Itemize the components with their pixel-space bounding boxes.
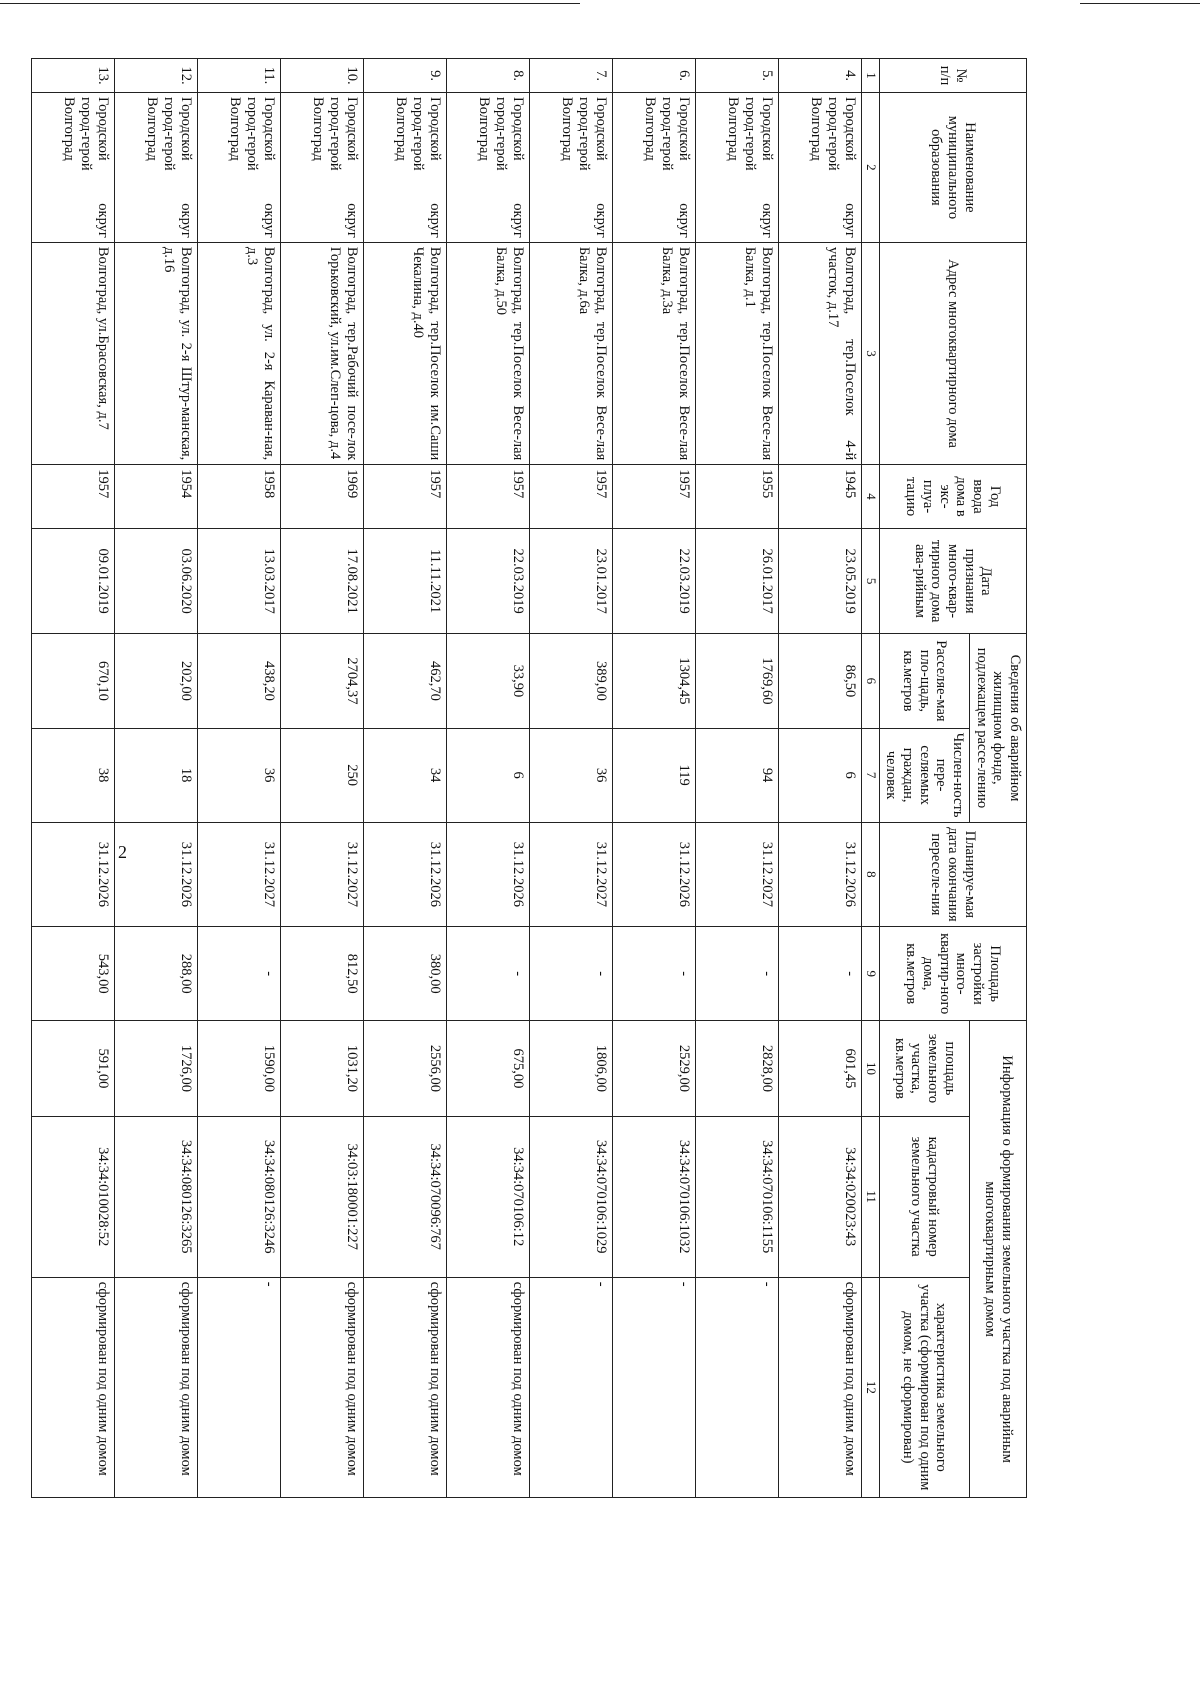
header-address: Адрес многоквартирного дома: [879, 242, 1026, 464]
column-number: 2: [861, 93, 879, 243]
resettle-people-cell: 6: [446, 728, 529, 822]
municipality-cell: Городской округ город-герой Волгоград: [695, 93, 778, 243]
row-number: 5.: [695, 59, 778, 93]
planned-date-cell: 31.12.2026: [114, 822, 197, 926]
resettle-area-cell: 202,00: [114, 634, 197, 728]
recognition-date-cell: 03.06.2020: [114, 528, 197, 634]
building-area-cell: -: [529, 927, 612, 1021]
land-characteristic-cell: -: [529, 1277, 612, 1497]
year-cell: 1958: [197, 465, 280, 529]
year-cell: 1954: [114, 465, 197, 529]
resettle-people-cell: 6: [778, 728, 861, 822]
land-characteristic-cell: сформирован под одним домом: [778, 1277, 861, 1497]
header-cadastral: кадастровый номер земельного участка: [879, 1116, 969, 1277]
year-cell: 1957: [363, 465, 446, 529]
land-area-cell: 1031,20: [280, 1021, 363, 1116]
header-land-char: характеристика земельного участка (сформирован под одним домом, не сформирован): [879, 1277, 969, 1497]
table-row: [114, 59, 197, 1498]
cadastral-number-cell: 34:34:070106:1032: [612, 1116, 695, 1277]
land-characteristic-cell: сформирован под одним домом: [114, 1277, 197, 1497]
table-row: [363, 59, 446, 1498]
land-area-cell: 1726,00: [114, 1021, 197, 1116]
land-area-cell: 1806,00: [529, 1021, 612, 1116]
planned-date-cell: 31.12.2027: [197, 822, 280, 926]
land-area-cell: 601,45: [778, 1021, 861, 1116]
planned-date-cell: 31.12.2027: [695, 822, 778, 926]
building-area-cell: -: [778, 927, 861, 1021]
row-number: 6.: [612, 59, 695, 93]
table-row: [695, 59, 778, 1498]
municipality-cell: Городской округ город-герой Волгоград: [280, 93, 363, 243]
address-cell: Волгоград, тер.Поселок Весе-лая Балка, д.3а: [612, 242, 695, 464]
year-cell: 1957: [446, 465, 529, 529]
building-area-cell: 380,00: [363, 927, 446, 1021]
resettle-area-cell: 438,20: [197, 634, 280, 728]
address-cell: Волгоград, тер.Поселок Весе-лая Балка, д.50: [446, 242, 529, 464]
recognition-date-cell: 23.01.2017: [529, 528, 612, 634]
column-number: 7: [861, 728, 879, 822]
header-resettle-people: Числен-ность пере-селяемых граждан, человек: [879, 728, 969, 822]
planned-date-cell: 31.12.2026: [778, 822, 861, 926]
resettle-people-cell: 36: [197, 728, 280, 822]
land-area-cell: 591,00: [31, 1021, 114, 1116]
land-area-cell: 2828,00: [695, 1021, 778, 1116]
planned-date-cell: 31.12.2027: [280, 822, 363, 926]
recognition-date-cell: 26.01.2017: [695, 528, 778, 634]
column-number: 5: [861, 528, 879, 634]
municipality-cell: Городской округ город-герой Волгоград: [446, 93, 529, 243]
resettle-area-cell: 2704,37: [280, 634, 363, 728]
building-area-cell: -: [197, 927, 280, 1021]
year-cell: 1945: [778, 465, 861, 529]
recognition-date-cell: 23.05.2019: [778, 528, 861, 634]
page-number: 2: [118, 842, 127, 862]
building-area-cell: 288,00: [114, 927, 197, 1021]
header-year: Год ввода дома в экс-плуа-тацию: [879, 465, 1026, 529]
land-characteristic-cell: сформирован под одним домом: [280, 1277, 363, 1497]
row-number: 9.: [363, 59, 446, 93]
header-building-area: Площадь застройки много-квартир-ного дома, кв.метров: [879, 927, 1026, 1021]
row-number: 12.: [114, 59, 197, 93]
cadastral-number-cell: 34:34:020023:43: [778, 1116, 861, 1277]
building-area-cell: 812,50: [280, 927, 363, 1021]
row-number: 4.: [778, 59, 861, 93]
cadastral-number-cell: 34:03:180001:227: [280, 1116, 363, 1277]
address-cell: Волгоград, ул. 2-я Караван-ная, д.3: [197, 242, 280, 464]
recognition-date-cell: 13.03.2017: [197, 528, 280, 634]
column-number-row: [861, 59, 879, 1498]
municipality-cell: Городской округ город-герой Волгоград: [363, 93, 446, 243]
year-cell: 1957: [529, 465, 612, 529]
column-number: 10: [861, 1021, 879, 1116]
table-row: [280, 59, 363, 1498]
land-characteristic-cell: сформирован под одним домом: [31, 1277, 114, 1497]
header-resettle-area: Расселяе-мая пло-щадь, кв.метров: [879, 634, 969, 728]
planned-date-cell: 31.12.2026: [612, 822, 695, 926]
municipality-cell: Городской округ город-герой Волгоград: [778, 93, 861, 243]
header-planned-date: Планируе-мая дата окончания переселе-ния: [879, 822, 1026, 926]
year-cell: 1957: [31, 465, 114, 529]
cadastral-number-cell: 34:34:080126:3246: [197, 1116, 280, 1277]
table-row: [778, 59, 861, 1498]
land-characteristic-cell: -: [695, 1277, 778, 1497]
header-land-area: площадь земельного участка, кв.метров: [879, 1021, 969, 1116]
address-cell: Волгоград, тер.Рабочий посе-лок Горьковский, ул.им.Слеп-цова, д.4: [280, 242, 363, 464]
emergency-housing-table: [31, 58, 1027, 1498]
resettle-people-cell: 250: [280, 728, 363, 822]
building-area-cell: 543,00: [31, 927, 114, 1021]
cadastral-number-cell: 34:34:080126:3265: [114, 1116, 197, 1277]
rotated-table-sheet: [61, 58, 1027, 1498]
address-cell: Волгоград, тер.Поселок Весе-лая Балка, д.6а: [529, 242, 612, 464]
recognition-date-cell: 22.03.2019: [446, 528, 529, 634]
address-cell: Волгоград, тер.Поселок 4-й участок, д.17: [778, 242, 861, 464]
address-cell: Волгоград, ул. 2-я Штур-манская, д.16: [114, 242, 197, 464]
row-number: 11.: [197, 59, 280, 93]
column-number: 1: [861, 59, 879, 93]
cadastral-number-cell: 34:34:070106:1155: [695, 1116, 778, 1277]
table-row: [31, 59, 114, 1498]
land-characteristic-cell: -: [197, 1277, 280, 1497]
resettle-people-cell: 34: [363, 728, 446, 822]
resettle-area-cell: 389,00: [529, 634, 612, 728]
building-area-cell: -: [446, 927, 529, 1021]
row-number: 8.: [446, 59, 529, 93]
recognition-date-cell: 22.03.2019: [612, 528, 695, 634]
resettle-people-cell: 18: [114, 728, 197, 822]
planned-date-cell: 31.12.2026: [446, 822, 529, 926]
municipality-cell: Городской округ город-герой Волгоград: [612, 93, 695, 243]
resettle-people-cell: 94: [695, 728, 778, 822]
row-number: 13.: [31, 59, 114, 93]
resettle-area-cell: 1304,45: [612, 634, 695, 728]
municipality-cell: Городской округ город-герой Волгоград: [197, 93, 280, 243]
cadastral-number-cell: 34:34:070096:767: [363, 1116, 446, 1277]
land-characteristic-cell: -: [612, 1277, 695, 1497]
land-area-cell: 2556,00: [363, 1021, 446, 1116]
column-number: 3: [861, 242, 879, 464]
municipality-cell: Городской округ город-герой Волгоград: [114, 93, 197, 243]
top-edge-line-right: [1080, 3, 1200, 4]
resettle-area-cell: 33,90: [446, 634, 529, 728]
address-cell: Волгоград, ул.Брасовская, д.7: [31, 242, 114, 464]
column-number: 8: [861, 822, 879, 926]
resettle-people-cell: 38: [31, 728, 114, 822]
table-row: [529, 59, 612, 1498]
resettle-people-cell: 36: [529, 728, 612, 822]
header-recognition-date: Дата признания много-квар-тирного дома ава-рийным: [879, 528, 1026, 634]
address-cell: Волгоград, тер.Поселок им.Саши Чекалина, д.40: [363, 242, 446, 464]
table-row: [446, 59, 529, 1498]
row-number: 7.: [529, 59, 612, 93]
resettle-area-cell: 462,70: [363, 634, 446, 728]
resettle-area-cell: 670,10: [31, 634, 114, 728]
table-row: [612, 59, 695, 1498]
land-area-cell: 2529,00: [612, 1021, 695, 1116]
recognition-date-cell: 09.01.2019: [31, 528, 114, 634]
row-number: 10.: [280, 59, 363, 93]
building-area-cell: -: [612, 927, 695, 1021]
resettle-area-cell: 86,50: [778, 634, 861, 728]
planned-date-cell: 31.12.2026: [363, 822, 446, 926]
building-area-cell: -: [695, 927, 778, 1021]
year-cell: 1955: [695, 465, 778, 529]
year-cell: 1957: [612, 465, 695, 529]
land-area-cell: 675,00: [446, 1021, 529, 1116]
municipality-cell: Городской округ город-герой Волгоград: [31, 93, 114, 243]
table-row: [197, 59, 280, 1498]
header-land-group: Информация о формировании земельного участка под аварийным многоквартирным домом: [969, 1021, 1026, 1498]
cadastral-number-cell: 34:34:070106:12: [446, 1116, 529, 1277]
land-area-cell: 1590,00: [197, 1021, 280, 1116]
land-characteristic-cell: сформирован под одним домом: [446, 1277, 529, 1497]
header-num: № п/п: [879, 59, 1026, 93]
column-number: 9: [861, 927, 879, 1021]
column-number: 11: [861, 1116, 879, 1277]
recognition-date-cell: 17.08.2021: [280, 528, 363, 634]
cadastral-number-cell: 34:34:070106:1029: [529, 1116, 612, 1277]
planned-date-cell: 31.12.2026: [31, 822, 114, 926]
year-cell: 1969: [280, 465, 363, 529]
column-number: 12: [861, 1277, 879, 1497]
recognition-date-cell: 11.11.2021: [363, 528, 446, 634]
header-municipality: Наименование муниципального образования: [879, 93, 1026, 243]
top-edge-line-left: [0, 3, 580, 4]
table-body: [31, 59, 861, 1498]
cadastral-number-cell: 34:34:010028:52: [31, 1116, 114, 1277]
column-number: 6: [861, 634, 879, 728]
resettle-area-cell: 1769,60: [695, 634, 778, 728]
land-characteristic-cell: сформирован под одним домом: [363, 1277, 446, 1497]
address-cell: Волгоград, тер.Поселок Весе-лая Балка, д.1: [695, 242, 778, 464]
planned-date-cell: 31.12.2027: [529, 822, 612, 926]
resettle-people-cell: 119: [612, 728, 695, 822]
column-number: 4: [861, 465, 879, 529]
header-emergency-group: Сведения об аварийном жилищном фонде, подлежащем рассе-лению: [969, 634, 1026, 822]
municipality-cell: Городской округ город-герой Волгоград: [529, 93, 612, 243]
